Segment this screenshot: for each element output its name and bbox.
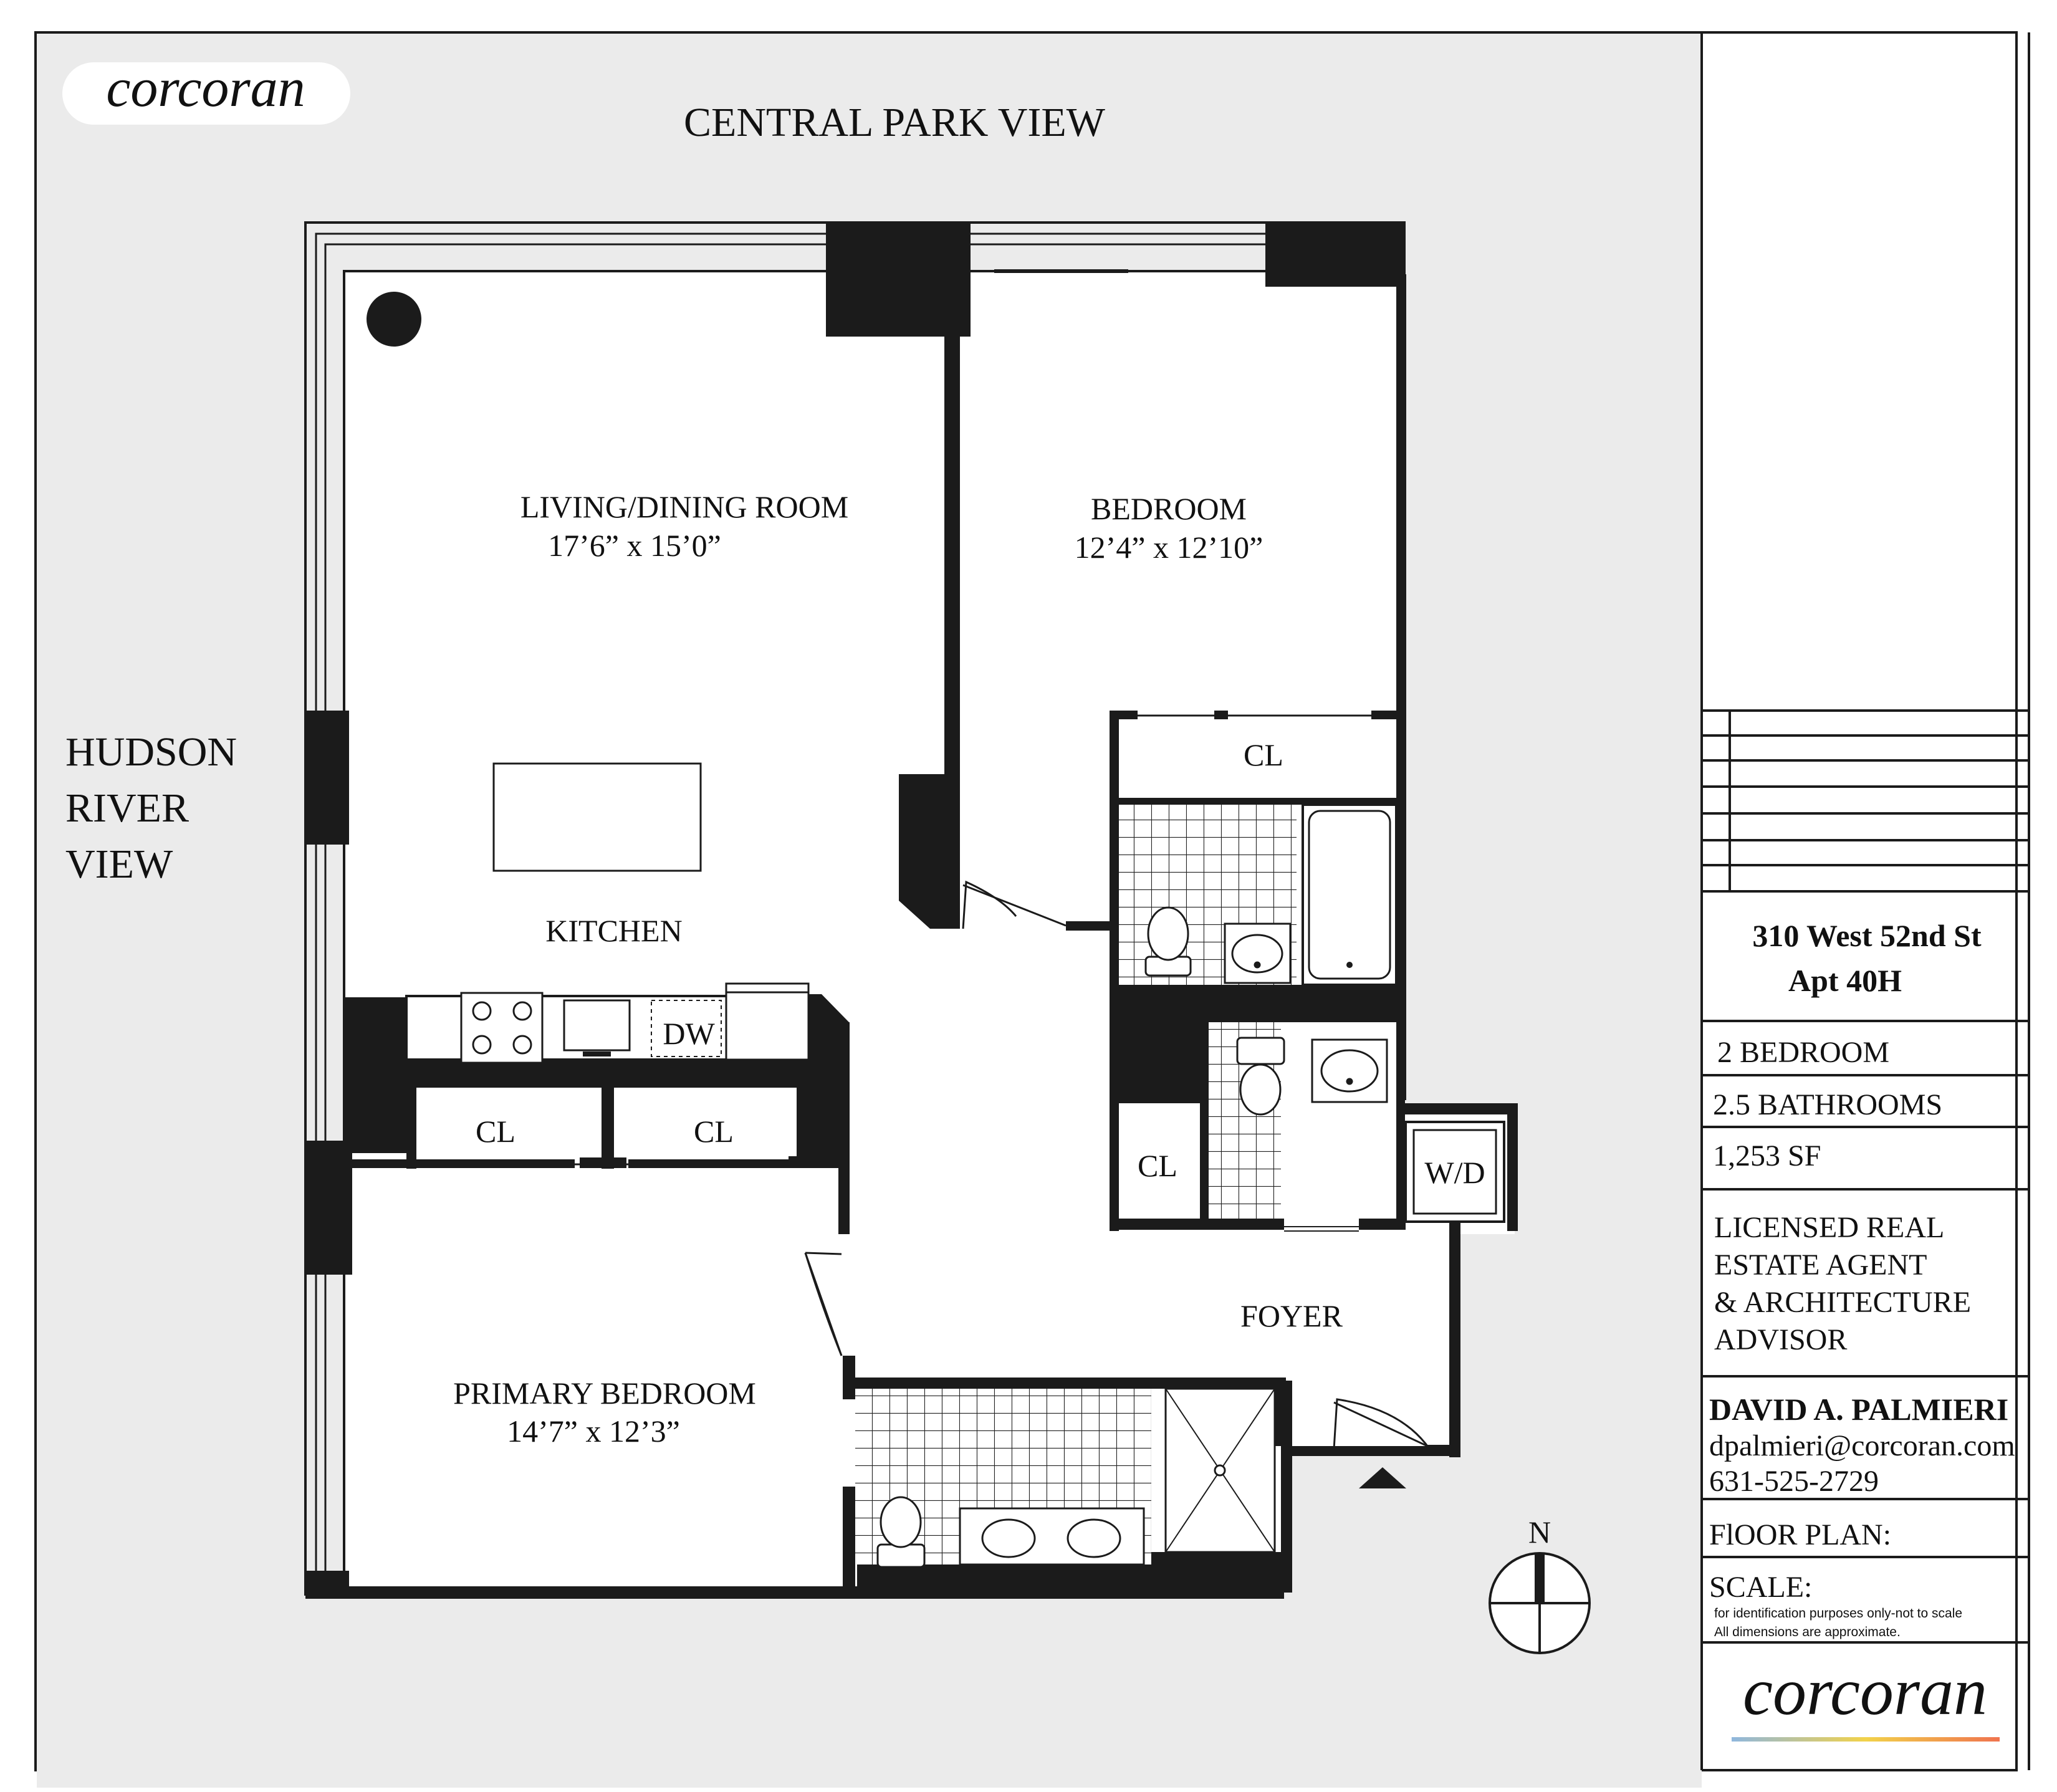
agent-title-line1: LICENSED REAL: [1714, 1211, 1945, 1244]
compass-needle-icon: [1535, 1553, 1545, 1603]
logo-text: corcoran: [106, 58, 305, 118]
floor-plan-label: FlOOR PLAN:: [1709, 1518, 1892, 1551]
primary-bedroom-dims: 14’7” x 12’3”: [507, 1414, 680, 1449]
view-label-left-1: HUDSON: [65, 729, 237, 775]
square-footage: 1,253 SF: [1713, 1139, 1821, 1172]
disclaimer-line1: for identification purposes only-not to scale: [1714, 1606, 1963, 1621]
kitchen-label: KITCHEN: [545, 913, 683, 948]
agent-name: DAVID A. PALMIERI: [1709, 1392, 2009, 1427]
bedroom-dims: 12’4” x 12’10”: [1074, 530, 1263, 565]
agent-title-line2: ESTATE AGENT: [1714, 1248, 1927, 1282]
corcoran-logo-badge: [62, 58, 350, 125]
double-vanity: [960, 1508, 1144, 1564]
address-line1: 310 West 52nd St: [1752, 918, 1982, 953]
sink-icon: [1225, 924, 1290, 983]
bedroom-count: 2 BEDROOM: [1717, 1036, 1890, 1069]
toilet-icon: [1146, 908, 1191, 975]
cooktop-icon: [461, 993, 542, 1063]
washer-dryer-label: W/D: [1424, 1155, 1485, 1190]
bathroom-count: 2.5 BATHROOMS: [1713, 1088, 1943, 1121]
dishwasher-label: DW: [663, 1016, 715, 1051]
disclaimer-line2: All dimensions are approximate.: [1714, 1625, 1901, 1639]
closet-label-bedroom: CL: [1244, 737, 1283, 772]
refrigerator-icon: [726, 984, 808, 1060]
scale-label: SCALE:: [1709, 1571, 1813, 1604]
closet-label-foyer: CL: [1138, 1148, 1177, 1183]
shower-stall: [1166, 1389, 1275, 1552]
column-round: [367, 292, 421, 347]
compass-north-label: N: [1528, 1515, 1551, 1550]
foyer-label: FOYER: [1240, 1298, 1343, 1333]
view-label-top: CENTRAL PARK VIEW: [684, 100, 1105, 145]
primary-bedroom-label: PRIMARY BEDROOM: [453, 1376, 756, 1411]
agent-phone: 631-525-2729: [1709, 1465, 1879, 1498]
living-room-dims: 17’6” x 15’0”: [548, 528, 721, 563]
living-room-label: LIVING/DINING ROOM: [520, 489, 849, 524]
bottom-strip: [37, 1769, 1702, 1788]
agent-email: dpalmieri@corcoran.com: [1709, 1429, 2015, 1462]
logo-text-title-block: corcoran: [1743, 1655, 1987, 1729]
address-line2: Apt 40H: [1788, 963, 1902, 998]
bedroom-label: BEDROOM: [1090, 491, 1247, 526]
kitchen-counter: [406, 984, 808, 1063]
agent-title-line3: & ARCHITECTURE: [1714, 1286, 1972, 1319]
view-label-left-3: VIEW: [65, 841, 173, 887]
kitchen-island: [494, 764, 701, 871]
view-label-left-2: RIVER: [65, 785, 189, 831]
toilet-icon-half-bath: [1237, 1038, 1284, 1114]
closet-label-kitchen-left: CL: [476, 1114, 515, 1149]
sink-icon-half-bath: [1312, 1040, 1387, 1102]
closet-label-kitchen-right: CL: [694, 1114, 734, 1149]
toilet-icon-primary-bath: [878, 1497, 924, 1567]
bathtub: [1303, 805, 1396, 985]
logo-gradient-bar: [1732, 1737, 2000, 1742]
kitchen-sink-icon: [564, 1000, 630, 1050]
agent-title-line4: ADVISOR: [1714, 1323, 1848, 1356]
